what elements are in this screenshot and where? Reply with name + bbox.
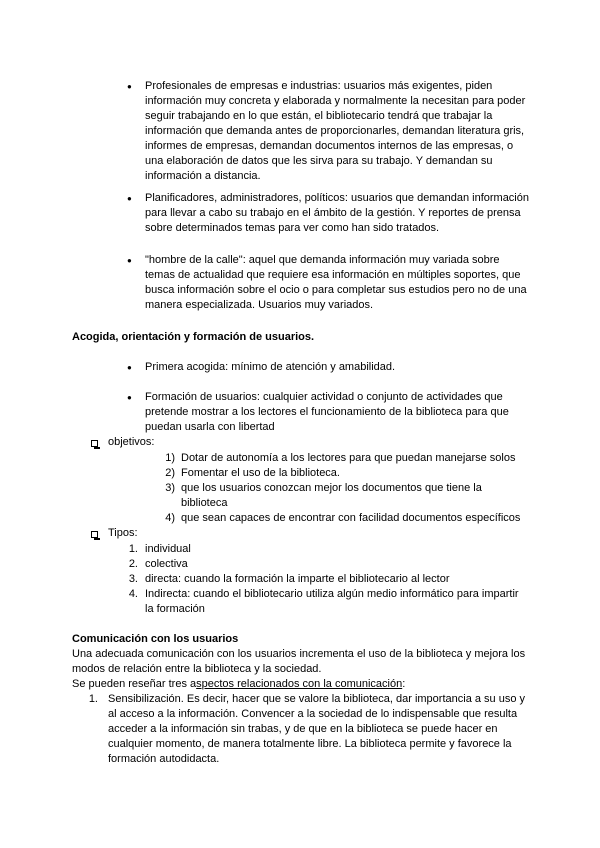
objetivo-item: Dotar de autonomía a los lectores para que puedan manejarse solos — [181, 452, 516, 464]
tipos-label: Tipos: — [108, 527, 138, 539]
sensibilizacion-item: Sensibilización. Es decir, hacer que se valore la biblioteca, dar importancia a su uso y al acceso a la información. Convencer a la sociedad de lo indispensable que resulta acceder a la información sin trabas, y de que en la biblioteca se puede hacer en cualquier momento, de manera totalmente libre. La biblioteca permite y favorece la formación autodidacta. — [108, 693, 526, 765]
heading-comunicacion: Comunicación con los usuarios — [72, 633, 239, 645]
objetivo-number: 1) — [165, 452, 175, 464]
tipo-item: colectiva — [145, 558, 188, 570]
bullet-dot: ● — [127, 194, 132, 203]
checkbox-bullet-icon — [91, 531, 98, 538]
objetivo-number: 2) — [165, 467, 175, 479]
tipo-number: 4. — [128, 588, 138, 600]
objetivo-item: que los usuarios conozcan mejor los documentos que tiene la biblioteca — [181, 482, 482, 509]
tipo-item: individual — [145, 543, 191, 555]
tipo-number: 2. — [128, 558, 138, 570]
bullet-dot: ● — [127, 256, 132, 265]
paragraph-comunicacion: Una adecuada comunicación con los usuarios incrementa el uso de la biblioteca y mejora los modos de relación entre la biblioteca y la sociedad. — [72, 648, 526, 675]
tipo-item: Indirecta: cuando el bibliotecario utiliza algún medio informático para impartir la formación — [145, 588, 519, 615]
objetivos-label: objetivos: — [108, 436, 155, 448]
aspectos-line — [72, 677, 532, 692]
aspectos-underlined: spectos relacionados con la comunicación — [196, 678, 403, 690]
objetivo-number: 3) — [165, 482, 175, 494]
bullet-hombre-calle: "hombre de la calle": aquel que demanda información muy variada sobre temas de actualidad que requiere esa información en múltiples soportes, que busca información sobre el ocio o para completar sus estudios pero no de una manera especializada. Usuarios muy variados. — [145, 254, 527, 311]
tipo-number: 1. — [128, 543, 138, 555]
tipo-number: 3. — [128, 573, 138, 585]
checkbox-bullet-icon — [91, 440, 98, 447]
aspectos-prefix: Se pueden reseñar tres a — [72, 678, 197, 690]
objetivo-item: Fomentar el uso de la biblioteca. — [181, 467, 340, 479]
objetivo-number: 4) — [165, 512, 175, 524]
bullet-primera-acogida: Primera acogida: mínimo de atención y amabilidad. — [145, 361, 396, 373]
bullet-dot: ● — [127, 363, 132, 372]
bullet-profesionales: Profesionales de empresas e industrias: usuarios más exigentes, piden información muy concreta y elaborada y normalmente la necesitan para poder seguir trabajando en lo que están, el bibliotecario tendrá que trabajar la información que demanda antes de proporcionarles, demandan literatura gris, informes de empresas, demandan documentos internos de las empresas, o una elaboración de datos que les sirva para su trabajo. Y demandan su información a distancia. — [145, 80, 526, 182]
bullet-dot: ● — [127, 393, 132, 402]
bullet-planificadores: Planificadores, administradores, políticos: usuarios que demandan información para llevar a cabo su trabajo en el ámbito de la gestión. Y reportes de prensa sobre determinados temas para ver como han sido tratados. — [145, 192, 529, 234]
tipo-item: directa: cuando la formación la imparte el bibliotecario al lector — [145, 573, 450, 585]
aspectos-suffix: : — [402, 678, 406, 690]
objetivo-item: que sean capaces de encontrar con facilidad documentos específicos — [181, 512, 521, 524]
heading-acogida: Acogida, orientación y formación de usuarios. — [72, 331, 315, 343]
bullet-dot: ● — [127, 82, 132, 91]
sensibilizacion-number: 1. — [88, 693, 98, 705]
bullet-formacion: Formación de usuarios: cualquier actividad o conjunto de actividades que pretende mostrar a los lectores el funcionamiento de la biblioteca para que puedan usarla con libertad — [145, 391, 509, 433]
